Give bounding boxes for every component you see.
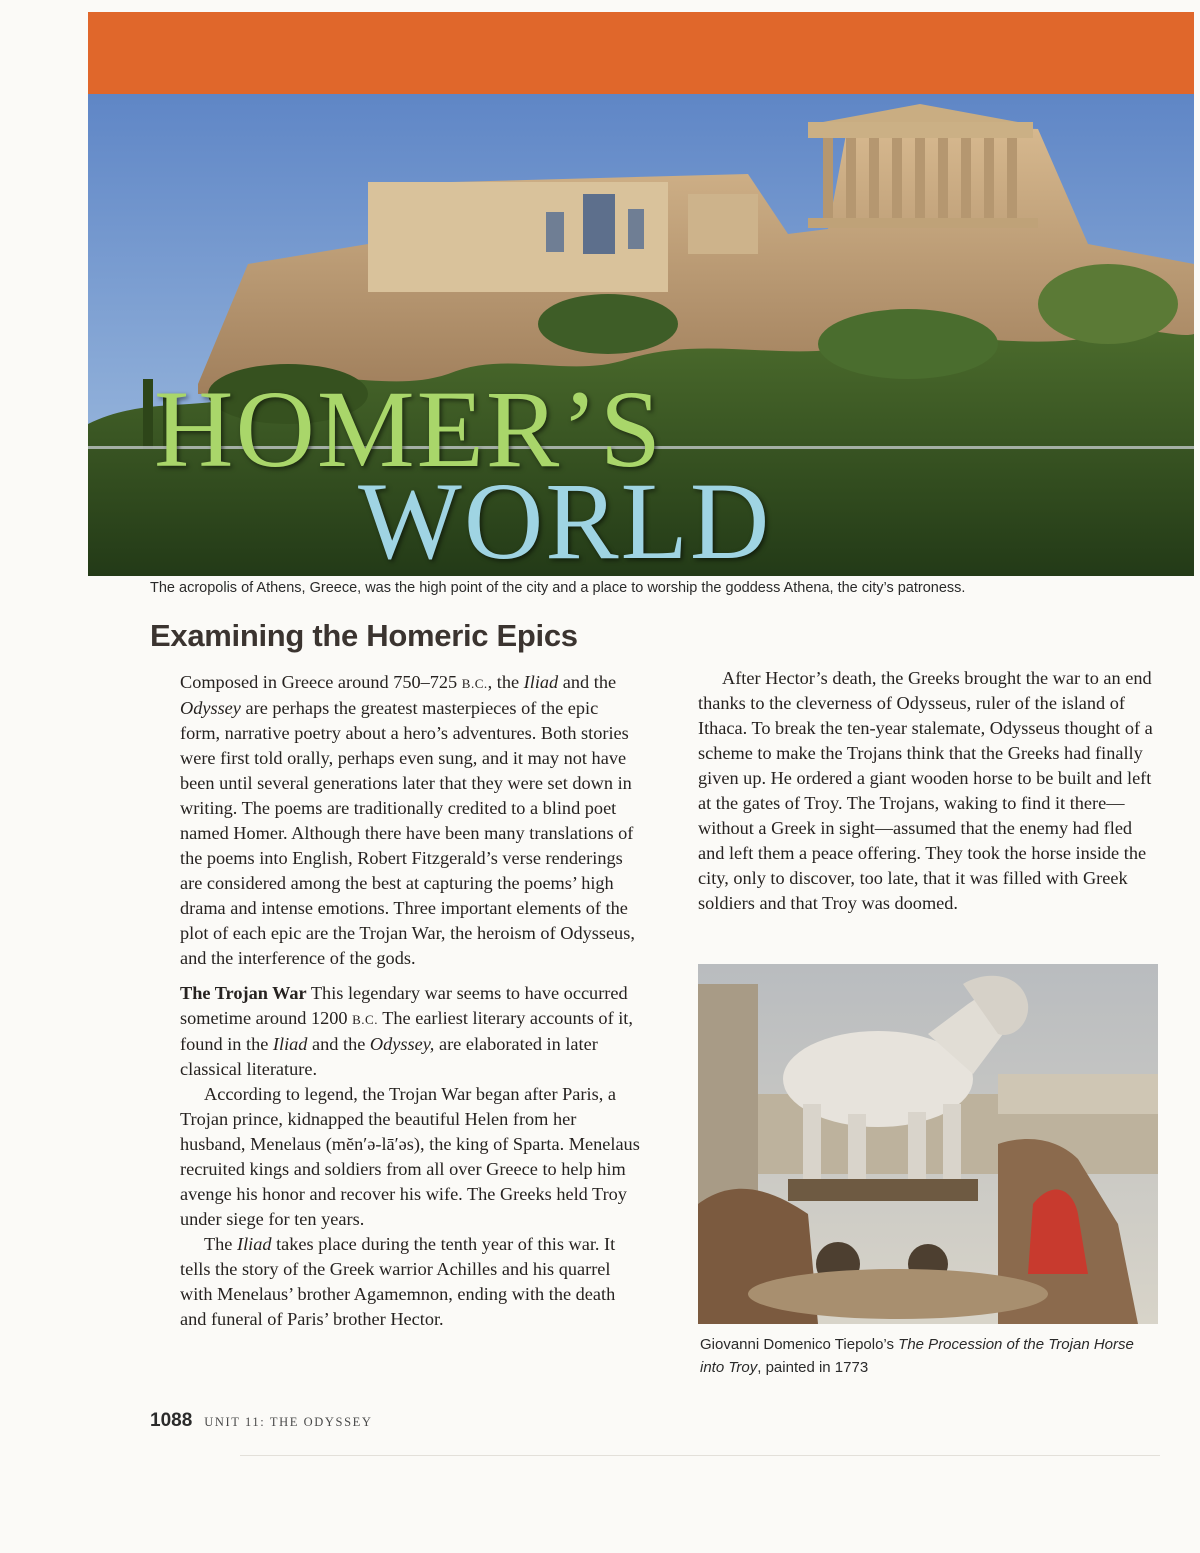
- page-number: 1088: [150, 1410, 193, 1431]
- paragraph-trojan-horse: After Hector’s death, the Greeks brought the war to an end thanks to the cleverness of Odysseus, ruler of the island of Ithaca. To break the ten-year stalemate, Odysseus thought of a scheme to make the Trojans think that the Greeks had finally given up. He ordered a giant wooden horse to be built and left at the gates of Troy. The Trojans, waking to find it there—without a Greek in sight—assumed that the enemy had fled and left them a peace offering. They took the horse inside the city, only to discover, too late, that it was filled with Greek soldiers and that Troy was doomed.: [698, 668, 1153, 913]
- hero-title-line2: WORLD: [358, 460, 772, 576]
- hero-title-line1: HOMER’S: [154, 368, 664, 490]
- unit-label: UNIT 11: THE ODYSSEY: [204, 1415, 373, 1429]
- painting-caption: Giovanni Domenico Tiepolo’s The Procession of the Trojan Horse into Troy, painted in 1773: [700, 1336, 1134, 1376]
- paragraph-intro: Composed in Greece around 750–725 B.C., the Iliad and the Odyssey are perhaps the greatest masterpieces of the epic form, narrative poetry about a hero’s adventures. Both stories were first told orally, perhaps even sung, and it may not have been until several generations later that they were set down in writing. The poems are traditionally credited to a blind poet named Homer. Although there have been many translations of the poems into English, Robert Fitzgerald’s verse renderings are considered among the best at capturing the poems’ high drama and intense emotions. Three important elements of the plot of each epic are the Trojan War, the heroism of Odysseus, and the interference of the gods.: [180, 672, 635, 968]
- paragraph-legend: According to legend, the Trojan War began after Paris, a Trojan prince, kidnapped the beautiful Helen from her husband, Menelaus (mĕn′ə-lā′əs), the king of Sparta. Menelaus recruited kings and soldiers from all over Greece to help him avenge his honor and recover his wife. The Greeks held Troy under siege for ten years.: [180, 1084, 640, 1229]
- hero-caption: The acropolis of Athens, Greece, was the high point of the city and a place to worship the goddess Athena, the city’s patroness.: [150, 580, 966, 596]
- run-in-head: The Trojan War: [180, 983, 307, 1003]
- left-column: [180, 670, 640, 1332]
- painting-image: [698, 964, 1158, 1324]
- page-footer: [150, 1410, 373, 1432]
- hero-image: [88, 94, 1194, 576]
- trojan-horse-illustration: [698, 964, 1158, 1324]
- header-color-band: [88, 12, 1194, 94]
- paragraph-trojan-war: The Trojan War This legendary war seems to have occurred sometime around 1200 B.C. The earliest literary accounts of it, found in the Iliad and the Odyssey, are elaborated in later classical literature.: [180, 983, 633, 1079]
- bottom-rule: [240, 1455, 1160, 1456]
- paragraph-iliad: The Iliad takes place during the tenth year of this war. It tells the story of the Greek warrior Achilles and his quarrel with Menelaus’ brother Agamemnon, ending with the death and funeral of Paris’ brother Hector.: [180, 1234, 616, 1329]
- section-title: Examining the Homeric Epics: [150, 618, 578, 653]
- right-column: [698, 666, 1160, 916]
